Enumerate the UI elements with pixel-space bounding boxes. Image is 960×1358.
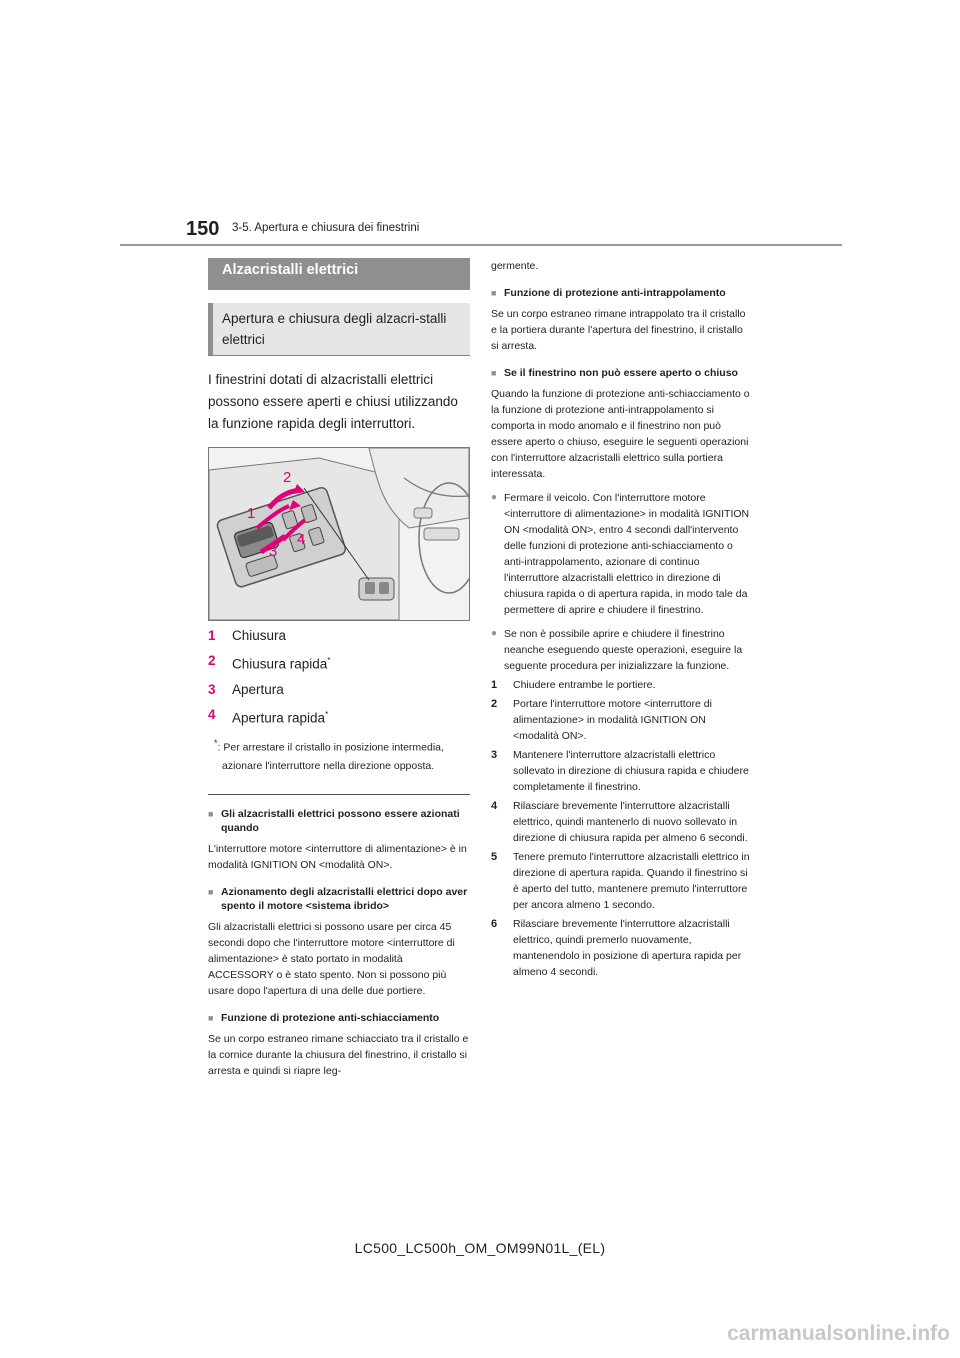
section-body: Quando la funzione di protezione anti-schiacciamento o la funzione di protezione anti-intrappolamento si comporta in modo anomalo e il finestrino non può essere aperto o chiuso, eseguire le seguenti operazioni con l'interruttore alzacristalli elettrico sulla portiera interessata. xyxy=(491,388,750,480)
operation-list xyxy=(208,627,470,727)
subsection-title: Apertura e chiusura degli alzacri-stalli elettrici xyxy=(208,303,470,356)
step-item: 2 Portare l'interruttore motore <interruttore di alimentazione> in modalità IGNITION ON <modalità ON>. xyxy=(491,698,712,742)
step-item: 5 Tenere premuto l'interruttore alzacristalli elettrico in direzione di apertura rapida. Quando il finestrino si è aperto del tutto, mantenere premuto l'interruttore per ancora almeno 1 secondo. xyxy=(491,851,750,911)
section-divider xyxy=(208,794,470,795)
asterisk: * xyxy=(325,709,329,719)
intro-text: I finestrini dotati di alzacristalli elettrici possono essere aperti e chiusi utilizzando la funzione rapida degli interruttori. xyxy=(208,372,458,431)
step-item: 4 Rilasciare brevemente l'interruttore alzacristalli elettrico, quindi mantenerlo di nuovo sollevato in direzione di chiusura rapida per almeno 6 secondi. xyxy=(491,800,748,844)
step-item: 6 Rilasciare brevemente l'interruttore alzacristalli elettrico, quindi premerlo nuovamente, mantenendolo in posizione di apertura rapida per almeno 4 secondi. xyxy=(491,918,742,978)
section-heading: ■ Azionamento degli alzacristalli elettrici dopo aver spento il motore <sistema ibrido> xyxy=(208,885,470,913)
figure-label-1: 1 xyxy=(247,505,256,522)
list-number: 3 xyxy=(208,681,216,697)
window-switch-drawing xyxy=(209,448,469,620)
page-number: 150 xyxy=(186,218,220,240)
right-column xyxy=(491,258,753,980)
bullet-item: ● Se non è possibile aprire e chiudere il finestrino neanche eseguendo queste operazioni, eseguire la seguente procedura per inizializzare la funzione. xyxy=(491,626,753,674)
section-body: Se un corpo estraneo rimane schiacciato tra il cristallo e la cornice durante la chiusura del finestrino, il cristallo si arresta e quindi si riapre leg- xyxy=(208,1032,469,1077)
asterisk: * xyxy=(327,656,331,665)
section-heading: ■ Gli alzacristalli elettrici possono essere azionati quando xyxy=(208,807,470,835)
section-body: Gli alzacristalli elettrici si possono usare per circa 45 secondi dopo che l'interruttore motore <interruttore di alimentazione> è stato portato in modalità ACCESSORY o è stato spento. Non si possono più usare dopo l'apertura di una delle due portiere. xyxy=(208,920,455,997)
figure-label-3: 3 xyxy=(269,543,278,560)
chapter-title: 3-5. Apertura e chiusura dei finestrini xyxy=(232,222,420,234)
list-text: Chiusura rapida* xyxy=(232,656,331,672)
watermark: carmanualsonline.info xyxy=(727,1322,950,1345)
list-text: Apertura xyxy=(232,681,284,697)
section-body: L'interruttore motore <interruttore di alimentazione> è in modalità IGNITION ON <modalità ON>. xyxy=(208,842,467,871)
footnote: *: Per arrestare il cristallo in posizione intermedia, azionare l'interruttore nella direzione opposta. xyxy=(214,738,444,772)
list-text: Apertura rapida* xyxy=(232,709,329,725)
list-number: 4 xyxy=(208,706,216,722)
list-item xyxy=(208,627,470,645)
window-switch-illustration xyxy=(208,447,470,621)
step-item: 1 Chiudere entrambe le portiere. xyxy=(491,679,656,691)
list-number: 1 xyxy=(208,628,216,643)
list-number: 2 xyxy=(208,653,216,668)
list-text: Chiusura xyxy=(232,628,287,643)
bullet-item: ● Fermare il veicolo. Con l'interruttore motore <interruttore di alimentazione> in modalità IGNITION ON <modalità ON>, entro 4 secondi dall'intervento delle funzioni di protezione anti-schiacciamento o anti-intrappolamento, azionare di continuo l'interruttore alzacristalli elettrico in direzione di chiusura rapida o di apertura rapida, in modo tale da permettere di aprire e chiudere il finestrino. xyxy=(491,490,753,618)
list-item xyxy=(208,681,470,699)
section-body: Se un corpo estraneo rimane intrappolato tra il cristallo e la portiera durante l'apertura del finestrino, il cristallo si arresta. xyxy=(491,308,746,352)
document-code: LC500_LC500h_OM_OM99N01L_(EL) xyxy=(354,1240,606,1256)
step-item: 3 Mantenere l'interruttore alzacristalli elettrico sollevato in direzione di chiusura rapida e chiudere completamente il finestrino. xyxy=(491,749,749,793)
figure-label-2: 2 xyxy=(283,469,292,486)
list-item xyxy=(208,652,470,674)
continued-text: germente. xyxy=(491,260,539,272)
section-title: Alzacristalli elettrici xyxy=(208,258,470,290)
list-item xyxy=(208,706,470,728)
section-heading: ■ Se il finestrino non può essere aperto o chiuso xyxy=(491,366,753,380)
left-column xyxy=(208,258,470,1079)
figure-label-4: 4 xyxy=(297,531,306,548)
section-heading: ■ Funzione di protezione anti-schiacciamento xyxy=(208,1011,470,1025)
header-divider xyxy=(120,244,842,246)
section-heading: ■ Funzione di protezione anti-intrappolamento xyxy=(491,286,753,300)
